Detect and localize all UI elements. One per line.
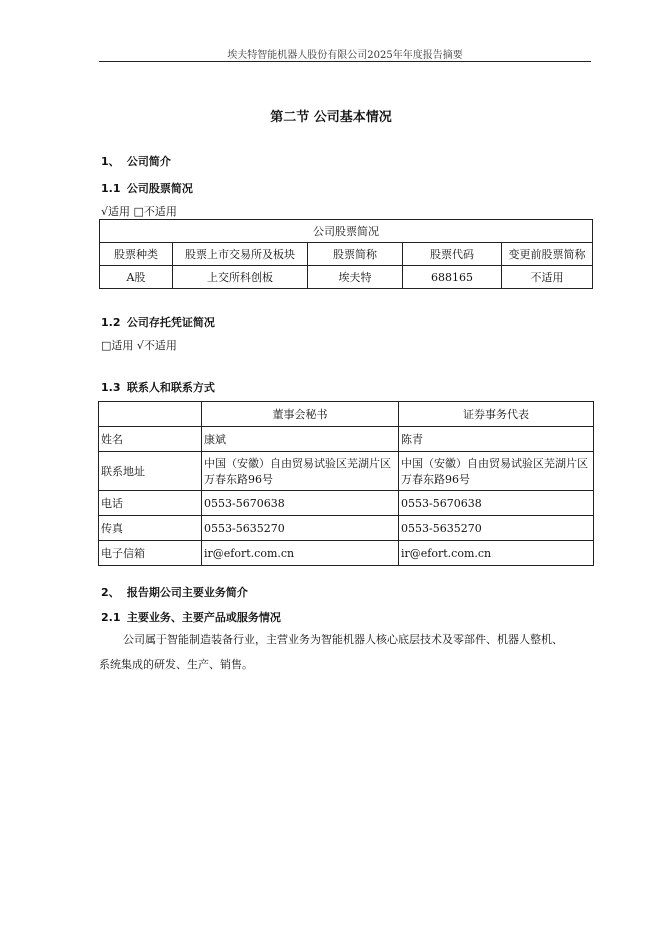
business-paragraph-line-1: 公司属于智能制造装备行业，主营业务为智能机器人核心底层技术及零部件、机器人整机、 [123, 633, 563, 646]
heading-number: 2.1 [101, 611, 121, 624]
depositary-applicability: □适用 √不适用 [101, 339, 177, 352]
table-cell: 上交所科创板 [173, 266, 308, 289]
heading-number: 1.1 [101, 182, 121, 195]
table-cell: 0553-5670638 [399, 491, 594, 516]
table-row [99, 452, 594, 491]
section-title: 第二节 公司基本情况 [270, 110, 392, 125]
table-header-row [100, 243, 593, 266]
business-paragraph-line-2: 系统集成的研发、生产、销售。 [99, 658, 253, 671]
table-cell: 中国（安徽）自由贸易试验区芜湖片区万春东路96号 [399, 452, 594, 491]
heading-company-profile [101, 153, 171, 169]
heading-text: 公司股票简况 [126, 182, 193, 195]
row-label: 传真 [99, 516, 202, 541]
table-cell: 不适用 [502, 266, 593, 289]
heading-stock-overview [101, 180, 193, 196]
heading-main-business [101, 609, 281, 625]
heading-number: 2、 [101, 586, 120, 599]
row-label: 电子信箱 [99, 541, 202, 566]
table-header-row [99, 402, 594, 427]
heading-text: 报告期公司主要业务简介 [126, 586, 248, 599]
table-cell: 康斌 [202, 427, 399, 452]
contacts-table [98, 401, 594, 566]
header-cell: 证券事务代表 [399, 402, 594, 427]
table-row [99, 516, 594, 541]
row-label: 姓名 [99, 427, 202, 452]
header-cell: 股票种类 [100, 243, 173, 266]
row-label: 联系地址 [99, 452, 202, 491]
heading-number: 1.2 [101, 316, 121, 329]
table-cell: 0553-5635270 [202, 516, 399, 541]
header-cell: 股票简称 [308, 243, 403, 266]
table-row [100, 266, 593, 289]
table-cell: 中国（安徽）自由贸易试验区芜湖片区万春东路96号 [202, 452, 399, 491]
heading-text: 公司简介 [126, 155, 171, 168]
table-cell: ir@efort.com.cn [399, 541, 594, 566]
heading-business-intro [101, 584, 248, 600]
heading-text: 主要业务、主要产品或服务情况 [126, 611, 281, 624]
heading-number: 1、 [101, 155, 120, 168]
row-label: 电话 [99, 491, 202, 516]
table-cell: ir@efort.com.cn [202, 541, 399, 566]
heading-text: 公司存托凭证简况 [126, 316, 215, 329]
table-cell: A股 [100, 266, 173, 289]
table-caption: 公司股票简况 [100, 220, 593, 243]
heading-number: 1.3 [101, 381, 121, 394]
header-cell [99, 402, 202, 427]
stock-overview-table [99, 219, 593, 289]
heading-contacts [101, 379, 215, 395]
header-cell: 股票上市交易所及板块 [173, 243, 308, 266]
table-row [99, 427, 594, 452]
table-cell: 0553-5670638 [202, 491, 399, 516]
table-cell: 埃夫特 [308, 266, 403, 289]
header-rule [99, 61, 591, 62]
table-row [99, 541, 594, 566]
page-header: 埃夫特智能机器人股份有限公司2025年年度报告摘要 [227, 50, 463, 61]
header-cell: 变更前股票简称 [502, 243, 593, 266]
stock-applicability: √适用 □不适用 [101, 205, 177, 218]
table-cell: 0553-5635270 [399, 516, 594, 541]
heading-text: 联系人和联系方式 [126, 381, 215, 394]
table-cell: 688165 [403, 266, 502, 289]
table-row [99, 491, 594, 516]
table-cell: 陈青 [399, 427, 594, 452]
header-cell: 董事会秘书 [202, 402, 399, 427]
heading-depositary-receipts [101, 314, 215, 330]
header-cell: 股票代码 [403, 243, 502, 266]
